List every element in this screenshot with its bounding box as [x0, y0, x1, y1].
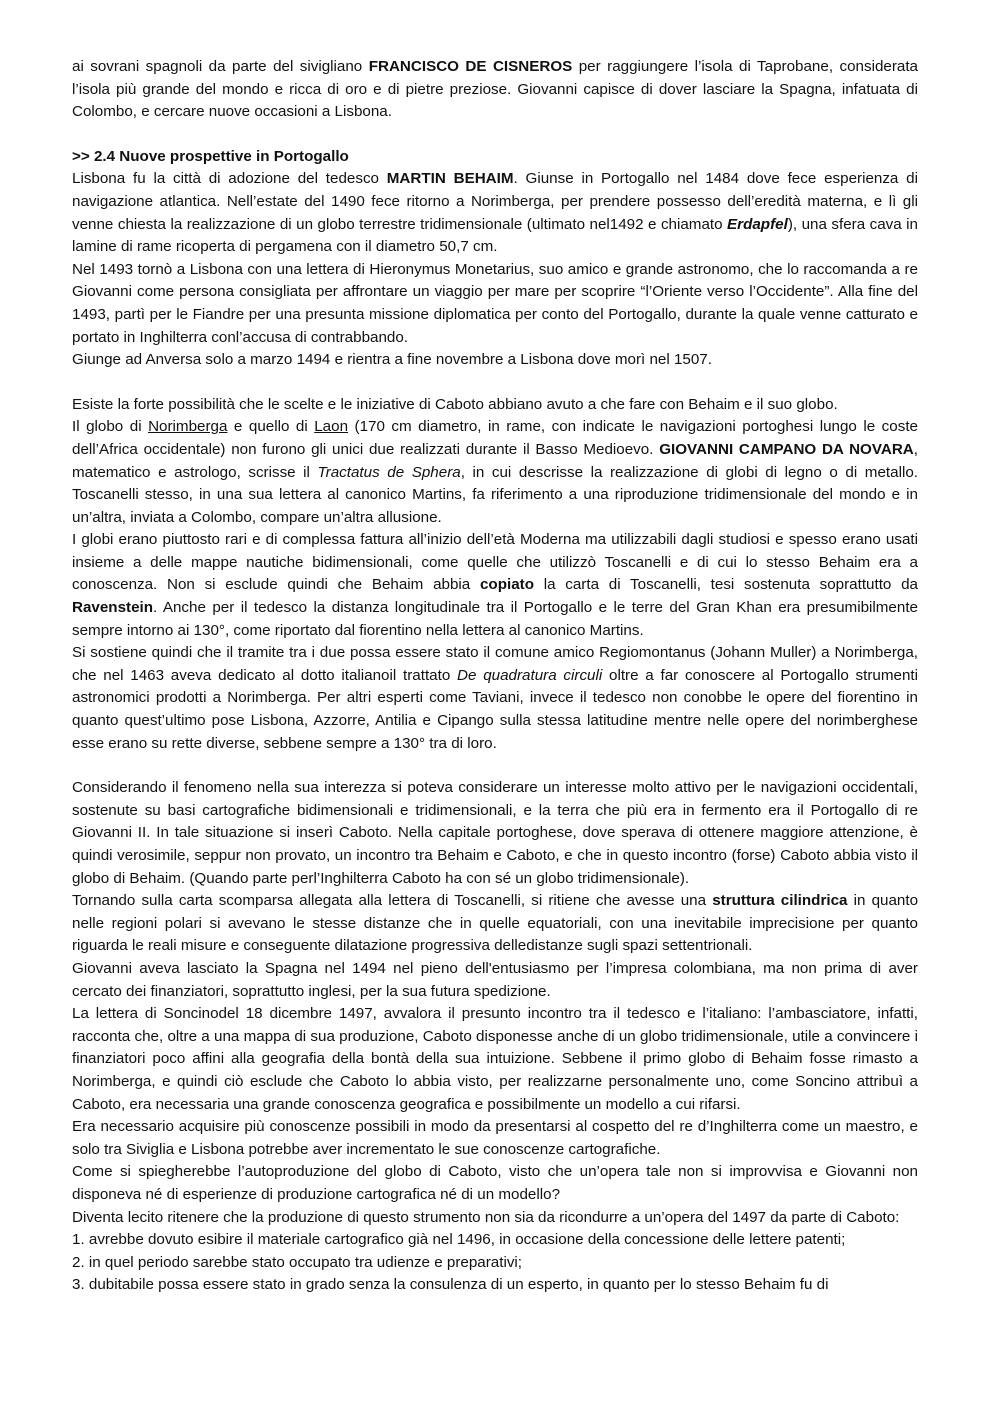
- term-erdapfel: Erdapfel: [727, 215, 788, 233]
- text-run: Il globo di: [72, 418, 149, 436]
- list-item: 2. in quel periodo sarebbe stato occupato tra udienze e preparativi;: [72, 1253, 523, 1271]
- paragraph-behaim: [72, 168, 918, 258]
- paragraph-conoscenze: Era necessario acquisire più conoscenze possibili in modo da presentarsi al cospetto del re d’Inghilterra come un maestro, e solo tra Siviglia e Lisbona potrebbe aver incrementato le sue conoscenze cartografiche.: [72, 1118, 918, 1158]
- text-run: . Giunse in Portogallo nel 1484 dove fece esperienza di navigazione atlantica. Nell’estate del 1490 fece ritorno a Norimberga, per prendere possesso dell’eredità materna, e lì gli venne chiesta la realizzazione di un globo terrestre tridimensionale (ultimato nel1492 e chiamato: [72, 170, 918, 233]
- paragraph-gap: [72, 124, 918, 146]
- paragraph-globi: [72, 416, 918, 529]
- name-behaim: MARTIN BEHAIM: [386, 170, 514, 188]
- paragraph-domanda: Come si spiegherebbe l’autoproduzione del globo di Caboto, visto che un’opera tale non si improvvisa e Giovanni non disponeva né di esperienze di produzione cartografica né di un modello?: [72, 1163, 918, 1203]
- term-copiato: copiato: [479, 576, 534, 594]
- name-cisneros: FRANCISCO DE CISNEROS: [368, 58, 573, 75]
- paragraph-fenomeno: Considerando il fenomeno nella sua interezza si poteva considerare un interesse molto attivo per le navigazioni occidentali, sostenute su basi cartografiche bidimensionali e tridimensionali, e la terra che più era in fermento era il Portogallo di re Giovanni II. In tale situazione si inserì Caboto. Nella capitale portoghese, dove sperava di ottenere maggiore attenzione, è quindi verosimile, seppur non provato, un incontro tra Behaim e Caboto, e che in questo incontro (forse) Caboto abbia visto il globo di Behaim. (Quando parte perl’Inghilterra Caboto ha con sé un globo tridimensionale).: [72, 779, 918, 887]
- paragraph-carta-scomparsa: [72, 890, 918, 958]
- text-run: I globi erano piuttosto rari e di complessa fattura all’inizio dell’età Moderna ma utilizzabili dagli studiosi e spesso erano usati insieme a delle mappe nautiche bidimensionali, come quelle che utilizzò Toscanelli e di cui lo stesso Behaim era a conoscenza. Non si esclude quindi che Behaim abbia: [72, 531, 918, 594]
- paragraph-regiomontanus: [72, 642, 918, 755]
- title-tractatus: Tractatus de Sphera: [317, 463, 461, 481]
- paragraph-gap: [72, 372, 918, 394]
- name-ravenstein: Ravenstein: [72, 599, 154, 617]
- section-heading: >> 2.4 Nuove prospettive in Portogallo: [72, 147, 349, 165]
- text-run: per raggiungere l’isola di Taprobane, considerata l’isola più grande del mondo e ricca di oro e di pietre preziose. Giovanni capisce di dover lasciare la Spagna, infatuata di Colombo, e cercare nuove occasioni a Lisbona.: [72, 58, 919, 121]
- text-run: , in cui descrisse la realizzazione di globi di legno o di metallo. Toscanelli stesso, in una sua lettera al canonico Martins, fa riferimento a una riproduzione tridimensionale del mondo e in un’altra, inviata a Colombo, compare un’altra allusione.: [72, 463, 918, 526]
- title-de-quadratura: De quadratura circuli: [457, 666, 603, 684]
- paragraph-soncino: La lettera di Soncinodel 18 dicembre 1497, avvalora il presunto incontro tra il tedesco e l’italiano: l’ambasciatore, infatti, racconta che, oltre a una mappa di sua produzione, Caboto disponesse anche di un globo tridimensionale, utile a convincere i finanziatori poco affini alla geografia della bontà della sua intuizione. Sebbene il primo globo di Behaim fosse rimasto a Norimberga, e quindi ciò esclude che Caboto lo abbia visto, per realizzarne personalmente uno, come Soncino attribuì a Caboto, era necessaria una grande conoscenza geografica e possibilmente un modello a cui rifarsi.: [72, 1005, 918, 1113]
- text-run: Tornando sulla carta scomparsa allegata alla lettera di Toscanelli, si ritiene che avesse una: [72, 892, 713, 910]
- paragraph-lecito: Diventa lecito ritenere che la produzione di questo strumento non sia da ricondurre a un’opera del 1497 da parte di Caboto:: [72, 1208, 900, 1226]
- reasons-list: [72, 1229, 918, 1297]
- text-run: . Anche per il tedesco la distanza longitudinale tra il Portogallo e le terre del Gran Khan era presumibilmente sempre intorno ai 130°, come riportato dal fiorentino nella lettera al canonico Martins.: [72, 599, 918, 639]
- paragraph-gap: [72, 755, 918, 777]
- text-run: la carta di Toscanelli, tesi sostenuta soprattutto da: [533, 576, 918, 594]
- paragraph-possibilita: Esiste la forte possibilità che le scelte e le iniziative di Caboto abbiano avuto a che fare con Behaim e il suo globo.: [72, 395, 838, 413]
- term-struttura-cilindrica: struttura cilindrica: [712, 892, 848, 910]
- paragraph-globi-rari: [72, 529, 918, 642]
- link-laon: Laon: [314, 418, 349, 436]
- text-run: ai sovrani spagnoli da parte del sivigliano: [72, 58, 369, 75]
- paragraph-1493: Nel 1493 tornò a Lisbona con una lettera di Hieronymus Monetarius, suo amico e grande astronomo, che lo raccomanda a re Giovanni come persona consigliata per affrontare un viaggio per mare per scoprire “l’Oriente verso l’Occidente”. Alla fine del 1493, partì per le Fiandre per una presunta missione diplomatica per conto del Portogallo, durante la quale venne catturato e portato in Inghilterra conl’accusa di contrabbando.: [72, 260, 918, 346]
- text-run: (170 cm diametro, in rame, con indicate le navigazioni portoghesi lungo le coste dell’Africa occidentale) non furono gli unici due realizzati durante il Basso Medioevo.: [72, 418, 918, 458]
- text-run: ), una sfera cava in lamine di rame ricoperta di pergamena con il diametro 50,7 cm.: [72, 215, 918, 256]
- list-item: 3. dubitabile possa essere stato in grado senza la consulenza di un esperto, in quanto per lo stesso Behaim fu di: [72, 1276, 829, 1294]
- list-item: 1. avrebbe dovuto esibire il materiale cartografico già nel 1496, in occasione della concessione delle lettere patenti;: [72, 1231, 846, 1249]
- text-run: in quanto nelle regioni polari si avevano le stesse distanze che in quelle equatoriali, con una inevitabile imprecisione per quanto riguarda le reali misure e conseguente dilatazione progressiva delledistanze sugli spazi settentrionali.: [72, 892, 919, 955]
- text-run: Si sostiene quindi che il tramite tra i due possa essere stato il comune amico Regiomontanus (Johann Muller) a Norimberga, che nel 1463 aveva dedicato al dotto italianoil trattato: [72, 644, 918, 684]
- paragraph-cisneros: [72, 56, 918, 124]
- text-run: oltre a far conoscere al Portogallo strumenti astronomici prodotti a Norimberga. Per altri esperti come Taviani, invece il tedesco non conobbe le opere del fiorentino in quanto quest’ultimo pose Lisbona, Azzorre, Antilia e Cipango sulla stessa latitudine mentre nelle opere del norimberghese esse erano su rette diverse, sebbene sempre a 130° tra di loro.: [72, 666, 918, 752]
- paragraph-anversa: Giunge ad Anversa solo a marzo 1494 e rientra a fine novembre a Lisbona dove morì nel 1507.: [72, 351, 712, 369]
- link-norimberga: Norimberga: [148, 418, 228, 436]
- text-run: e quello di: [227, 418, 315, 436]
- name-campano: GIOVANNI CAMPANO DA NOVARA: [659, 440, 914, 458]
- text-run: , matematico e astrologo, scrisse il: [72, 440, 918, 481]
- text-run: Lisbona fu la città di adozione del tedesco: [72, 170, 387, 188]
- paragraph-1494: Giovanni aveva lasciato la Spagna nel 1494 nel pieno dell'entusiasmo per l’impresa colombiana, ma non prima di aver cercato dei finanziatori, soprattutto inglesi, per la sua futura spedizione.: [72, 959, 918, 1000]
